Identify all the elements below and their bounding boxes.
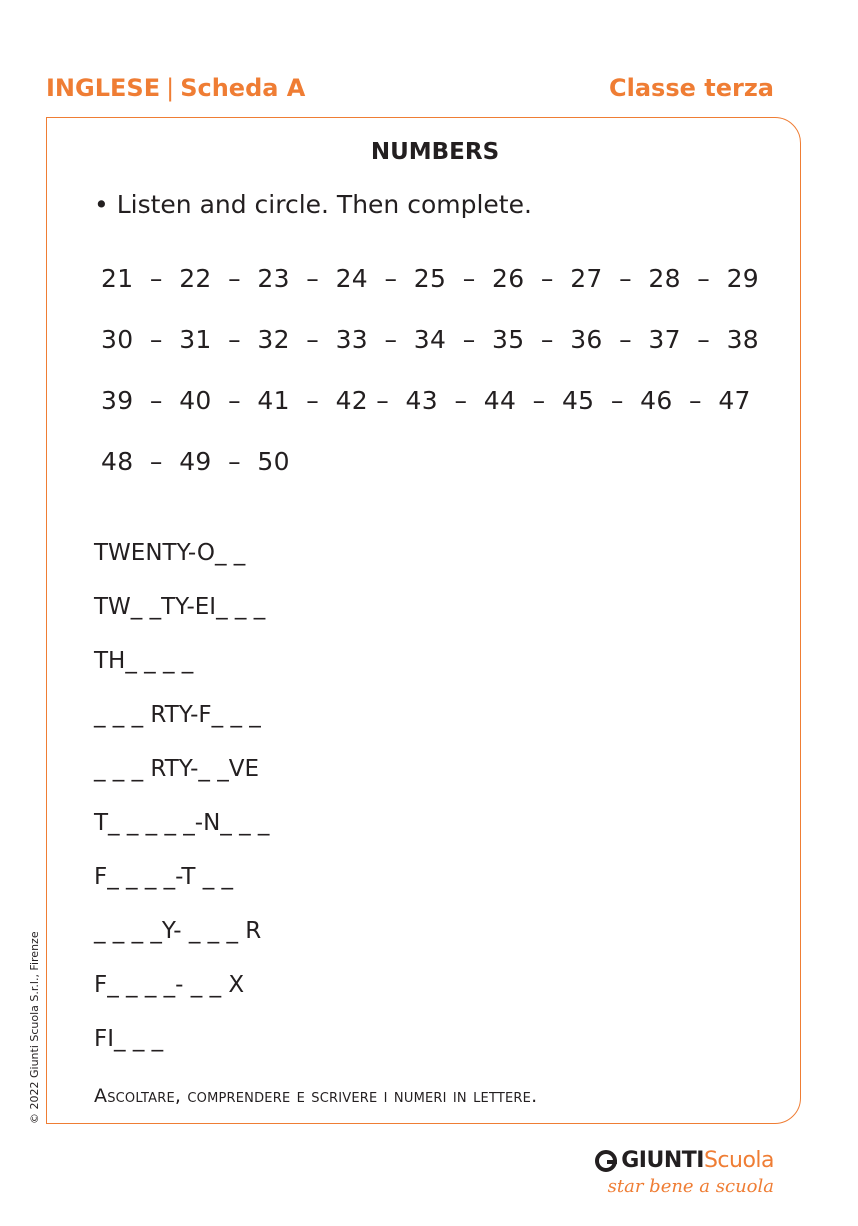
brand-sub: Scuola bbox=[703, 1148, 774, 1173]
word-line-5: _ _ _ RTY-_ _VE bbox=[94, 756, 259, 782]
brand-tagline: star bene a scuola bbox=[607, 1176, 774, 1197]
number-row-3: 39 – 40 – 41 – 42 – 43 – 44 – 45 – 46 – 47 bbox=[101, 386, 751, 415]
brand-name: GIUNTI bbox=[621, 1148, 704, 1173]
subject-label: INGLESE bbox=[46, 74, 161, 102]
copyright-text: © 2022 Giunti Scuola S.r.l., Firenze bbox=[28, 931, 41, 1124]
word-line-3: TH_ _ _ _ bbox=[94, 648, 194, 674]
word-line-2: TW_ _TY-EI_ _ _ bbox=[94, 594, 266, 620]
number-row-2: 30 – 31 – 32 – 33 – 34 – 35 – 36 – 37 – 38 bbox=[101, 325, 759, 354]
page-header-subject bbox=[46, 74, 305, 102]
grade-label: Classe terza bbox=[609, 74, 774, 102]
instruction-text: • Listen and circle. Then complete. bbox=[94, 190, 532, 219]
number-row-4: 48 – 49 – 50 bbox=[101, 447, 290, 476]
word-line-9: F_ _ _ _- _ _ X bbox=[94, 972, 245, 998]
word-line-8: _ _ _ _Y- _ _ _ R bbox=[94, 918, 262, 944]
word-line-10: FI_ _ _ bbox=[94, 1026, 164, 1052]
header-separator: | bbox=[166, 74, 175, 102]
sheet-label: Scheda A bbox=[180, 74, 306, 102]
footer-objective-note: Ascoltare, comprendere e scrivere i numeri in lettere. bbox=[94, 1085, 538, 1107]
page-title: NUMBERS bbox=[370, 139, 500, 165]
word-line-4: _ _ _ RTY-F_ _ _ bbox=[94, 702, 261, 728]
brand-logo bbox=[595, 1148, 774, 1173]
word-line-6: T_ _ _ _ _-N_ _ _ bbox=[94, 810, 270, 836]
word-line-1: TWENTY-O_ _ bbox=[94, 540, 246, 566]
g-logo-icon bbox=[595, 1150, 617, 1172]
word-line-7: F_ _ _ _-T _ _ bbox=[94, 864, 234, 890]
number-row-1: 21 – 22 – 23 – 24 – 25 – 26 – 27 – 28 – 29 bbox=[101, 264, 759, 293]
